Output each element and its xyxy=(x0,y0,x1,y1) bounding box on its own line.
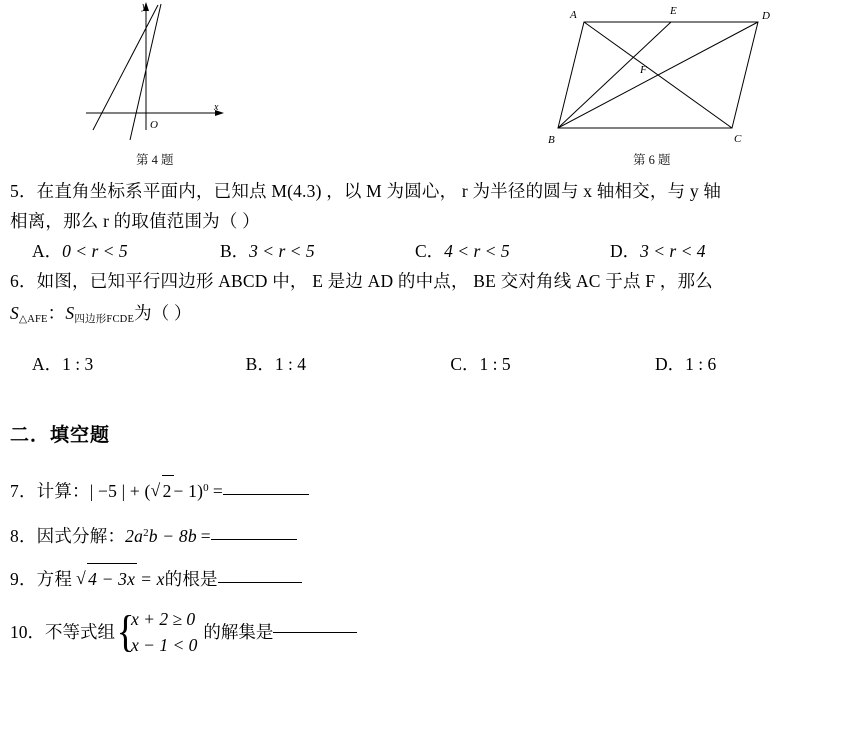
question-7 xyxy=(10,473,834,506)
q6-choice-b-label: B． xyxy=(245,354,275,374)
vertex-label-C: C xyxy=(734,133,742,145)
q8-equals: = xyxy=(200,526,211,546)
q7-power: 0 xyxy=(203,482,209,494)
q7-expr-b: − 1) xyxy=(173,481,204,501)
vertex-label-F: F xyxy=(640,64,647,76)
q6-choice-c-text: 1 : 5 xyxy=(479,354,511,374)
question-10 xyxy=(10,606,834,658)
q6-ratio-s1: S xyxy=(10,303,19,323)
q9-prefix: 9．方程 xyxy=(10,569,73,589)
figures-area xyxy=(0,0,841,172)
q5-choice-d-label: D． xyxy=(609,241,641,261)
x-axis-label: x xyxy=(214,102,219,113)
q7-prefix: 7．计算： xyxy=(10,481,90,501)
q5-choice-b-text: 3 < r < 5 xyxy=(249,241,315,261)
question-8 xyxy=(10,518,834,551)
q6-choice-b-text: 1 : 4 xyxy=(274,354,306,374)
q6-choice-a-label: A． xyxy=(32,354,63,374)
question-6-choices xyxy=(10,349,834,379)
q7-expr-a: | −5 | + ( xyxy=(89,481,151,501)
q9-answer-blank[interactable] xyxy=(218,581,302,583)
q7-answer-blank[interactable] xyxy=(223,493,309,495)
q6-ratio-suffix: 为（ ） xyxy=(134,303,192,323)
q5-choice-c-label: C． xyxy=(414,241,445,261)
q8-expr-b: b − 8b xyxy=(148,526,197,546)
origin-label: O xyxy=(150,119,158,131)
q8-prefix: 8．因式分解： xyxy=(10,526,126,546)
q7-equals: = xyxy=(212,481,223,501)
figure-question-4 xyxy=(58,0,238,167)
figure-question-6 xyxy=(548,0,798,167)
q5-choice-d-text: 3 < r < 4 xyxy=(640,241,706,261)
y-axis-label: y xyxy=(142,1,147,12)
section-2-title: 二．填空题 xyxy=(10,425,111,446)
questions-body xyxy=(10,176,834,658)
q10-row-2: x − 1 < 0 xyxy=(131,635,198,655)
figure-4-caption: 第 4 题 xyxy=(136,153,174,167)
vertex-label-D: D xyxy=(762,10,770,22)
q10-prefix: 10．不等式组 xyxy=(10,622,115,642)
question-5-line-2: 相离，那么 r 的取值范围为（ ） xyxy=(10,211,260,231)
left-brace-icon: { xyxy=(116,607,135,656)
q10-suffix: 的解集是 xyxy=(203,622,274,642)
q8-expr-a: 2a xyxy=(125,526,144,546)
radical-sign-icon: √ xyxy=(150,480,161,500)
q6-ratio-sub2: 四边形FCDE xyxy=(74,314,135,325)
q6-choice-c-label: C． xyxy=(450,354,480,374)
q6-ratio-sub1: △AFE xyxy=(18,314,48,325)
q9-expr-b: = x xyxy=(140,569,165,589)
vertex-label-A: A xyxy=(570,9,577,21)
q7-radicand: 2 xyxy=(162,475,174,506)
parallelogram-svg xyxy=(548,0,798,150)
q5-choice-c-text: 4 < r < 5 xyxy=(444,241,510,261)
vertex-label-B: B xyxy=(548,134,555,146)
q6-choice-d-text: 1 : 6 xyxy=(685,354,717,374)
q8-answer-blank[interactable] xyxy=(211,538,297,540)
q6-choice-a-text: 1 : 3 xyxy=(62,354,94,374)
q7-radical xyxy=(151,475,174,506)
radical-sign-icon: √ xyxy=(76,568,86,588)
q5-choice-b-label: B． xyxy=(219,241,250,261)
q9-radical xyxy=(76,563,137,594)
q8-power: 2 xyxy=(143,527,149,539)
question-9 xyxy=(10,563,834,594)
q10-answer-blank[interactable] xyxy=(273,631,357,633)
question-6-line-1: 6．如图，已知平行四边形 ABCD 中， E 是边 AD 的中点， BE 交对角线 AC 于点 F ，那么 xyxy=(10,271,713,291)
q9-radicand: 4 − 3x xyxy=(87,563,137,594)
q10-row-1: x + 2 ≥ 0 xyxy=(131,609,196,629)
figure-6-caption: 第 6 题 xyxy=(633,153,671,167)
q9-suffix: 的根是 xyxy=(164,569,218,589)
q6-ratio-s2: S xyxy=(65,303,75,323)
vertex-label-E: E xyxy=(670,5,677,17)
coordinate-plot-svg xyxy=(58,0,238,150)
question-5-line-1: 5．在直角坐标系平面内，已知点 M(4.3) ，以 M 为圆心， r 为半径的圆与 x 轴相交，与 y 轴 xyxy=(10,181,722,201)
q6-ratio-colon: ： xyxy=(47,303,66,323)
question-6-line-2 xyxy=(10,296,834,337)
q10-system xyxy=(115,606,197,658)
question-5-choices xyxy=(10,236,834,266)
q6-choice-d-label: D． xyxy=(655,354,686,374)
q5-choice-a-text: 0 < r < 5 xyxy=(62,241,128,261)
q5-choice-a-label: A． xyxy=(32,241,63,261)
